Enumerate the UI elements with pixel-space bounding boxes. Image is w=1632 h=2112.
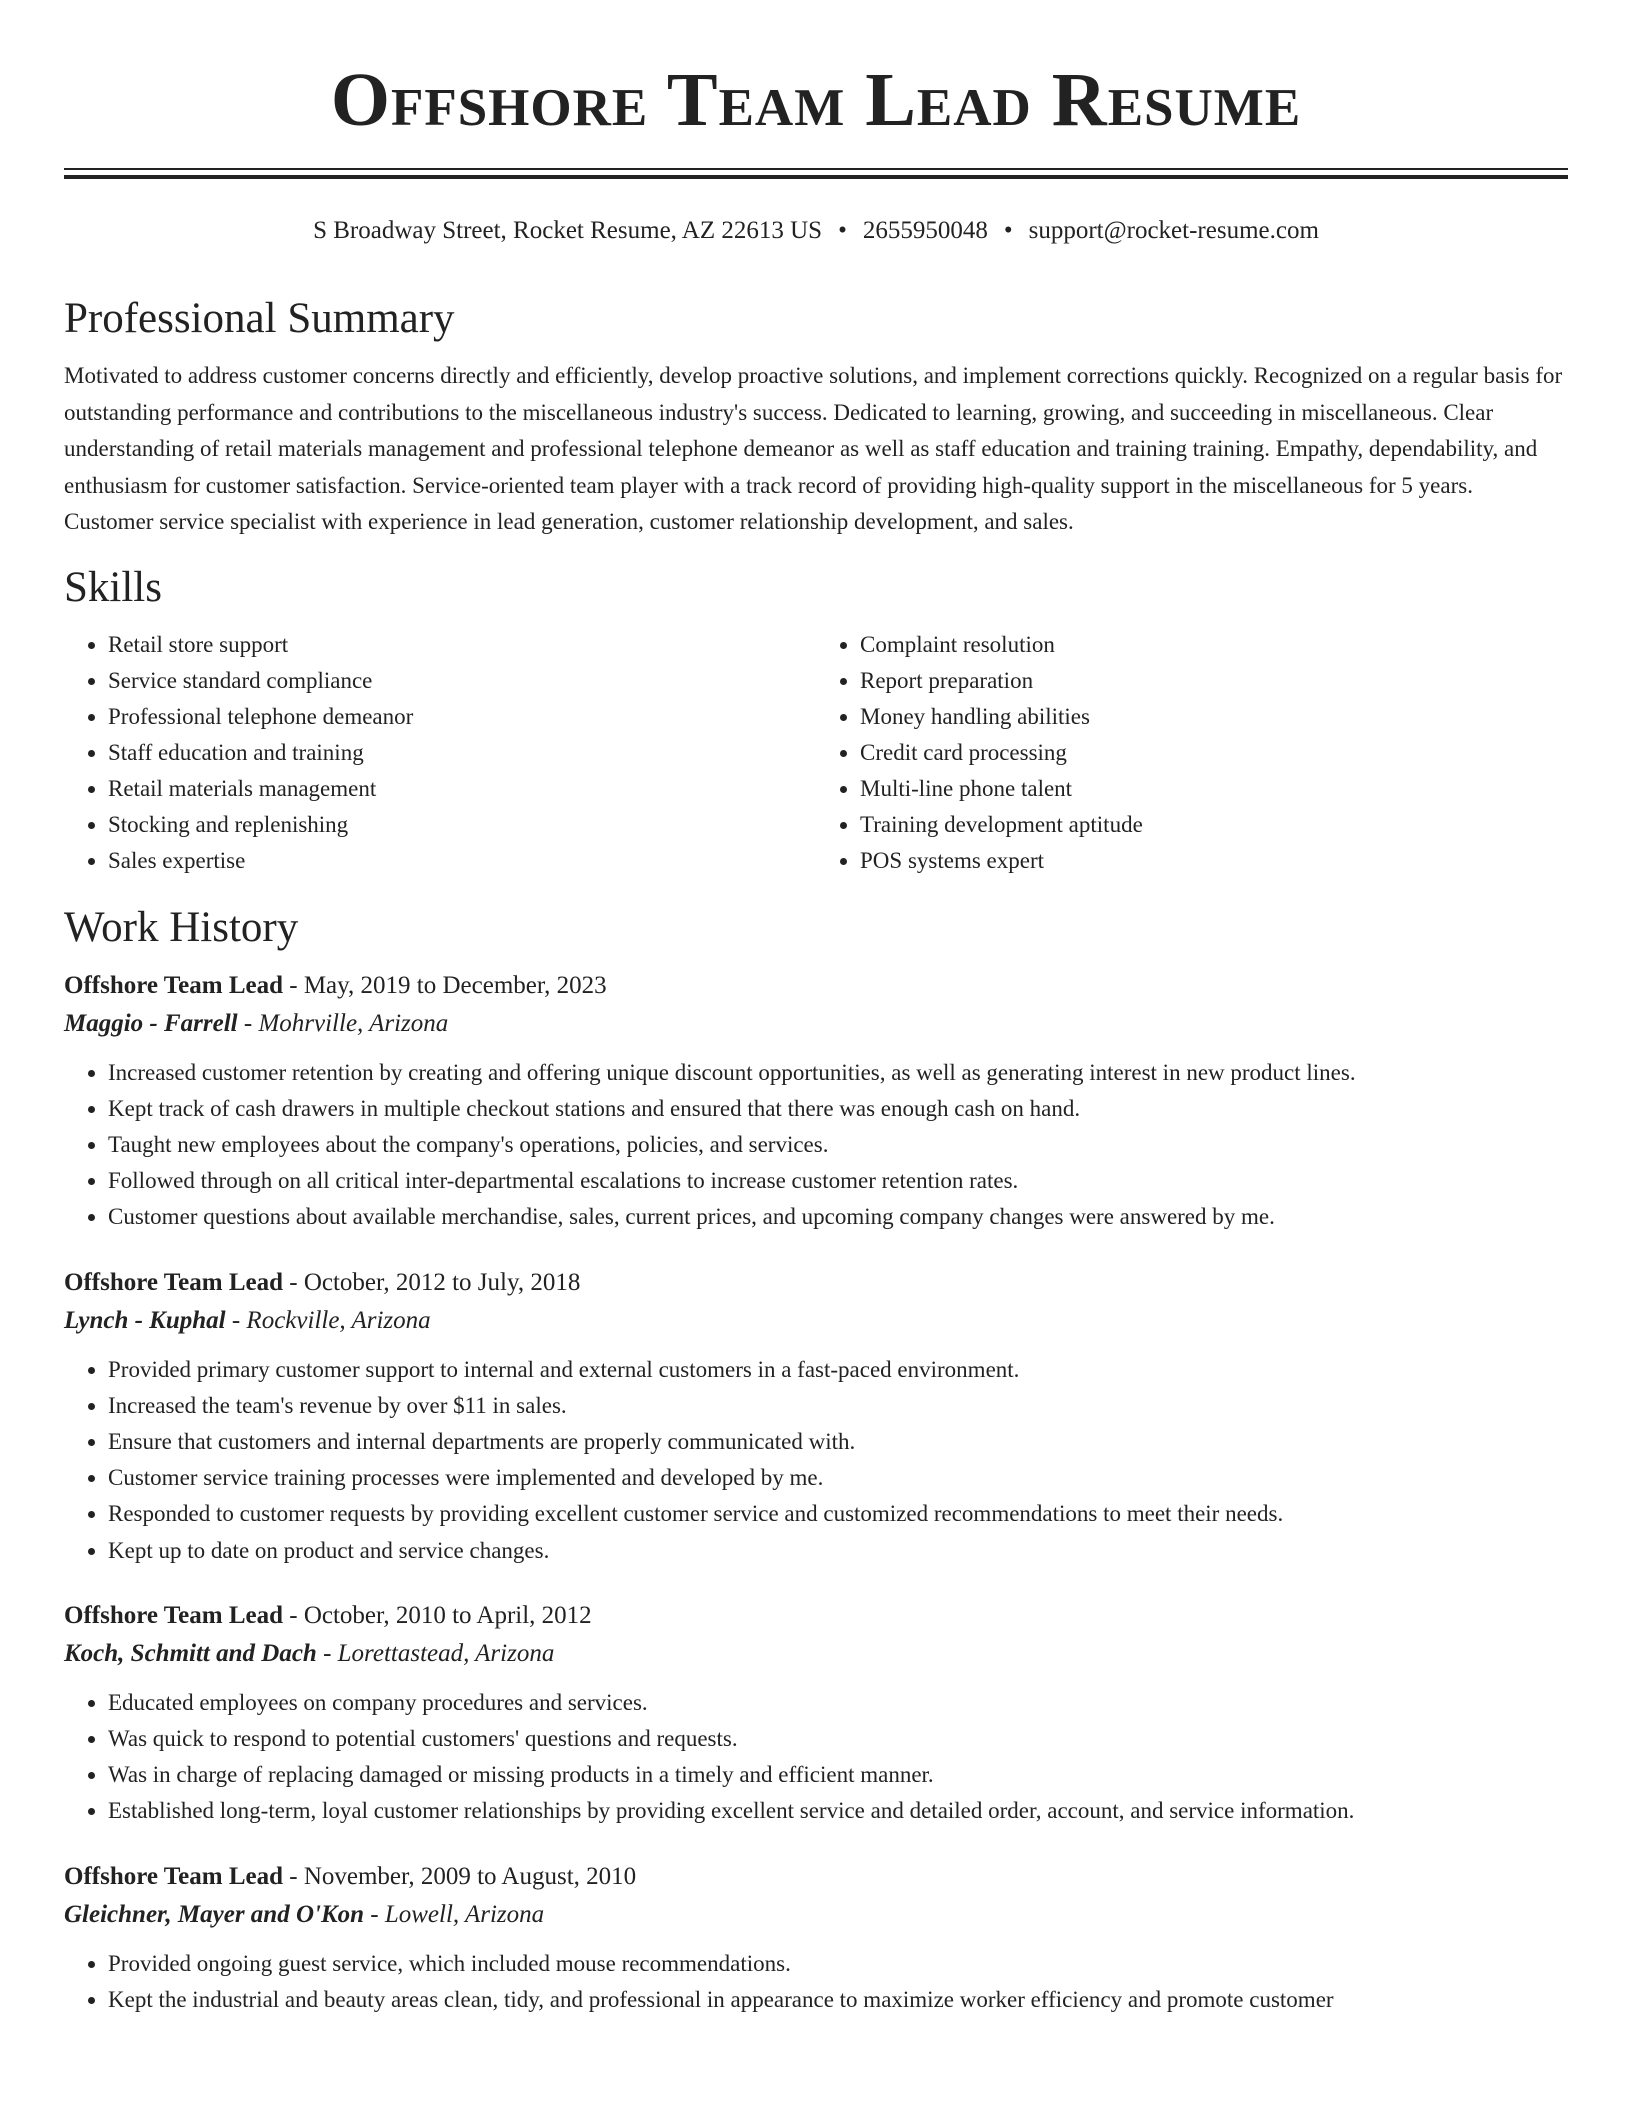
job-location: - Lowell, Arizona: [364, 1900, 545, 1928]
job-bullet: • Kept up to date on product and service changes.: [108, 1533, 1568, 1569]
job-location: - Lorettastead, Arizona: [316, 1639, 555, 1667]
job-bullet: • Educated employees on company procedures and services.: [108, 1685, 1568, 1721]
skills-list-right: [816, 627, 1568, 879]
resume-content: [64, 290, 1568, 2046]
job-company-line: [64, 1302, 1568, 1340]
skill-item: • Stocking and replenishing: [108, 807, 816, 843]
job-dates: - October, 2010 to April, 2012: [283, 1601, 592, 1629]
job-bullet: • Kept track of cash drawers in multiple checkout stations and ensured that there was enough cash on hand.: [108, 1091, 1568, 1127]
job-company: Maggio - Farrell: [64, 1009, 238, 1037]
job-location: - Mohrville, Arizona: [237, 1009, 449, 1037]
skills-heading: Skills: [64, 563, 162, 611]
job-company: Gleichner, Mayer and O'Kon: [64, 1900, 365, 1928]
skill-item: • Multi-line phone talent: [860, 771, 1568, 807]
title-divider-bottom: [64, 175, 1568, 179]
job-company: Lynch - Kuphal: [64, 1306, 226, 1334]
job-bullet: • Kept the industrial and beauty areas clean, tidy, and professional in appearance to maximize worker efficiency and promote customer: [108, 1982, 1568, 2018]
skill-item: • POS systems expert: [860, 843, 1568, 879]
job-bullet: • Responded to customer requests by providing excellent customer service and customized recommendations to meet their needs.: [108, 1496, 1568, 1532]
job-title: Offshore Team Lead: [64, 971, 283, 999]
title-divider-top: [64, 168, 1568, 170]
resume-title: Offshore Team Lead Resume: [330, 58, 1302, 142]
work-history-section: [64, 899, 1568, 2018]
skill-item: • Professional telephone demeanor: [108, 699, 816, 735]
job-bullet: • Customer service training processes were implemented and developed by me.: [108, 1460, 1568, 1496]
summary-heading: Professional Summary: [64, 295, 455, 342]
job-dates: - May, 2019 to December, 2023: [283, 971, 607, 999]
skill-item: • Report preparation: [860, 663, 1568, 699]
job-location: - Rockville, Arizona: [225, 1306, 431, 1334]
job-bullet: • Increased customer retention by creating and offering unique discount opportunities, as well as generating interest in new product lines.: [108, 1055, 1568, 1091]
contact-email[interactable]: support@rocket-resume.com: [1028, 217, 1319, 244]
skill-item: • Complaint resolution: [860, 627, 1568, 663]
job-bullet: • Customer questions about available merchandise, sales, current prices, and upcoming company changes were answered by me.: [108, 1199, 1568, 1235]
summary-text: Motivated to address customer concerns directly and efficiently, develop proactive solutions, and implement corrections quickly. Recognized on a regular basis for outstanding performance and contributions to the miscellaneous industry's success. Dedicated to learning, growing, and succeeding in miscellaneous. Clear understanding of retail materials management and professional telephone demeanor as well as staff education and training training. Empathy, dependability, and enthusiasm for customer satisfaction. Service-oriented team player with a track record of providing high-quality support in the miscellaneous for 5 years. Customer service specialist with experience in lead generation, customer relationship development, and sales.: [64, 363, 1563, 534]
contact-separator: •: [1003, 217, 1013, 244]
job-title: Offshore Team Lead: [64, 1862, 283, 1890]
job-bullet: • Was quick to respond to potential customers' questions and requests.: [108, 1721, 1568, 1757]
job-entry: [64, 1264, 1568, 1569]
job-title: Offshore Team Lead: [64, 1601, 283, 1629]
skills-columns: [64, 627, 1568, 879]
job-title-line: [64, 1264, 1568, 1302]
job-bullet: • Was in charge of replacing damaged or missing products in a timely and efficient manner.: [108, 1757, 1568, 1793]
job-title: Offshore Team Lead: [64, 1268, 283, 1296]
job-entry: [64, 1597, 1568, 1830]
summary-section: [64, 290, 1568, 541]
job-company-line: [64, 1896, 1568, 1934]
skill-item: • Credit card processing: [860, 735, 1568, 771]
job-bullet: • Followed through on all critical inter-departmental escalations to increase customer retention rates.: [108, 1163, 1568, 1199]
work-history-heading: Work History: [64, 903, 299, 951]
job-company-line: [64, 1005, 1568, 1043]
job-bullet: • Established long-term, loyal customer relationships by providing excellent service and detailed order, account, and service information.: [108, 1793, 1568, 1829]
job-bullets: [64, 1055, 1568, 1236]
job-title-line: [64, 1597, 1568, 1635]
skill-item: • Training development aptitude: [860, 807, 1568, 843]
job-bullets: [64, 1946, 1568, 2018]
job-bullet: • Increased the team's revenue by over $11 in sales.: [108, 1388, 1568, 1424]
job-dates: - November, 2009 to August, 2010: [283, 1862, 637, 1890]
skill-item: • Service standard compliance: [108, 663, 816, 699]
job-dates: - October, 2012 to July, 2018: [283, 1268, 581, 1296]
contact-line: [64, 214, 1568, 248]
job-bullet: • Provided ongoing guest service, which included mouse recommendations.: [108, 1946, 1568, 1982]
skill-item: • Money handling abilities: [860, 699, 1568, 735]
contact-address: S Broadway Street, Rocket Resume, AZ 22613 US: [313, 217, 823, 244]
job-bullets: [64, 1352, 1568, 1569]
contact-separator: •: [838, 217, 847, 244]
skill-item: • Retail store support: [108, 627, 816, 663]
job-bullet: • Provided primary customer support to internal and external customers in a fast-paced environment.: [108, 1352, 1568, 1388]
skills-list-left: [64, 627, 816, 879]
skills-section: [64, 559, 1568, 879]
job-title-line: [64, 967, 1568, 1005]
contact-phone: 2655950048: [862, 217, 988, 244]
skill-item: • Retail materials management: [108, 771, 816, 807]
job-bullet: • Taught new employees about the company's operations, policies, and services.: [108, 1127, 1568, 1163]
job-bullets: [64, 1685, 1568, 1830]
job-title-line: [64, 1858, 1568, 1896]
job-company: Koch, Schmitt and Dach: [64, 1639, 317, 1667]
job-bullet: • Ensure that customers and internal departments are properly communicated with.: [108, 1424, 1568, 1460]
job-entry: [64, 1858, 1568, 2018]
job-company-line: [64, 1635, 1568, 1673]
skill-item: • Sales expertise: [108, 843, 816, 879]
skill-item: • Staff education and training: [108, 735, 816, 771]
job-entry: [64, 967, 1568, 1236]
